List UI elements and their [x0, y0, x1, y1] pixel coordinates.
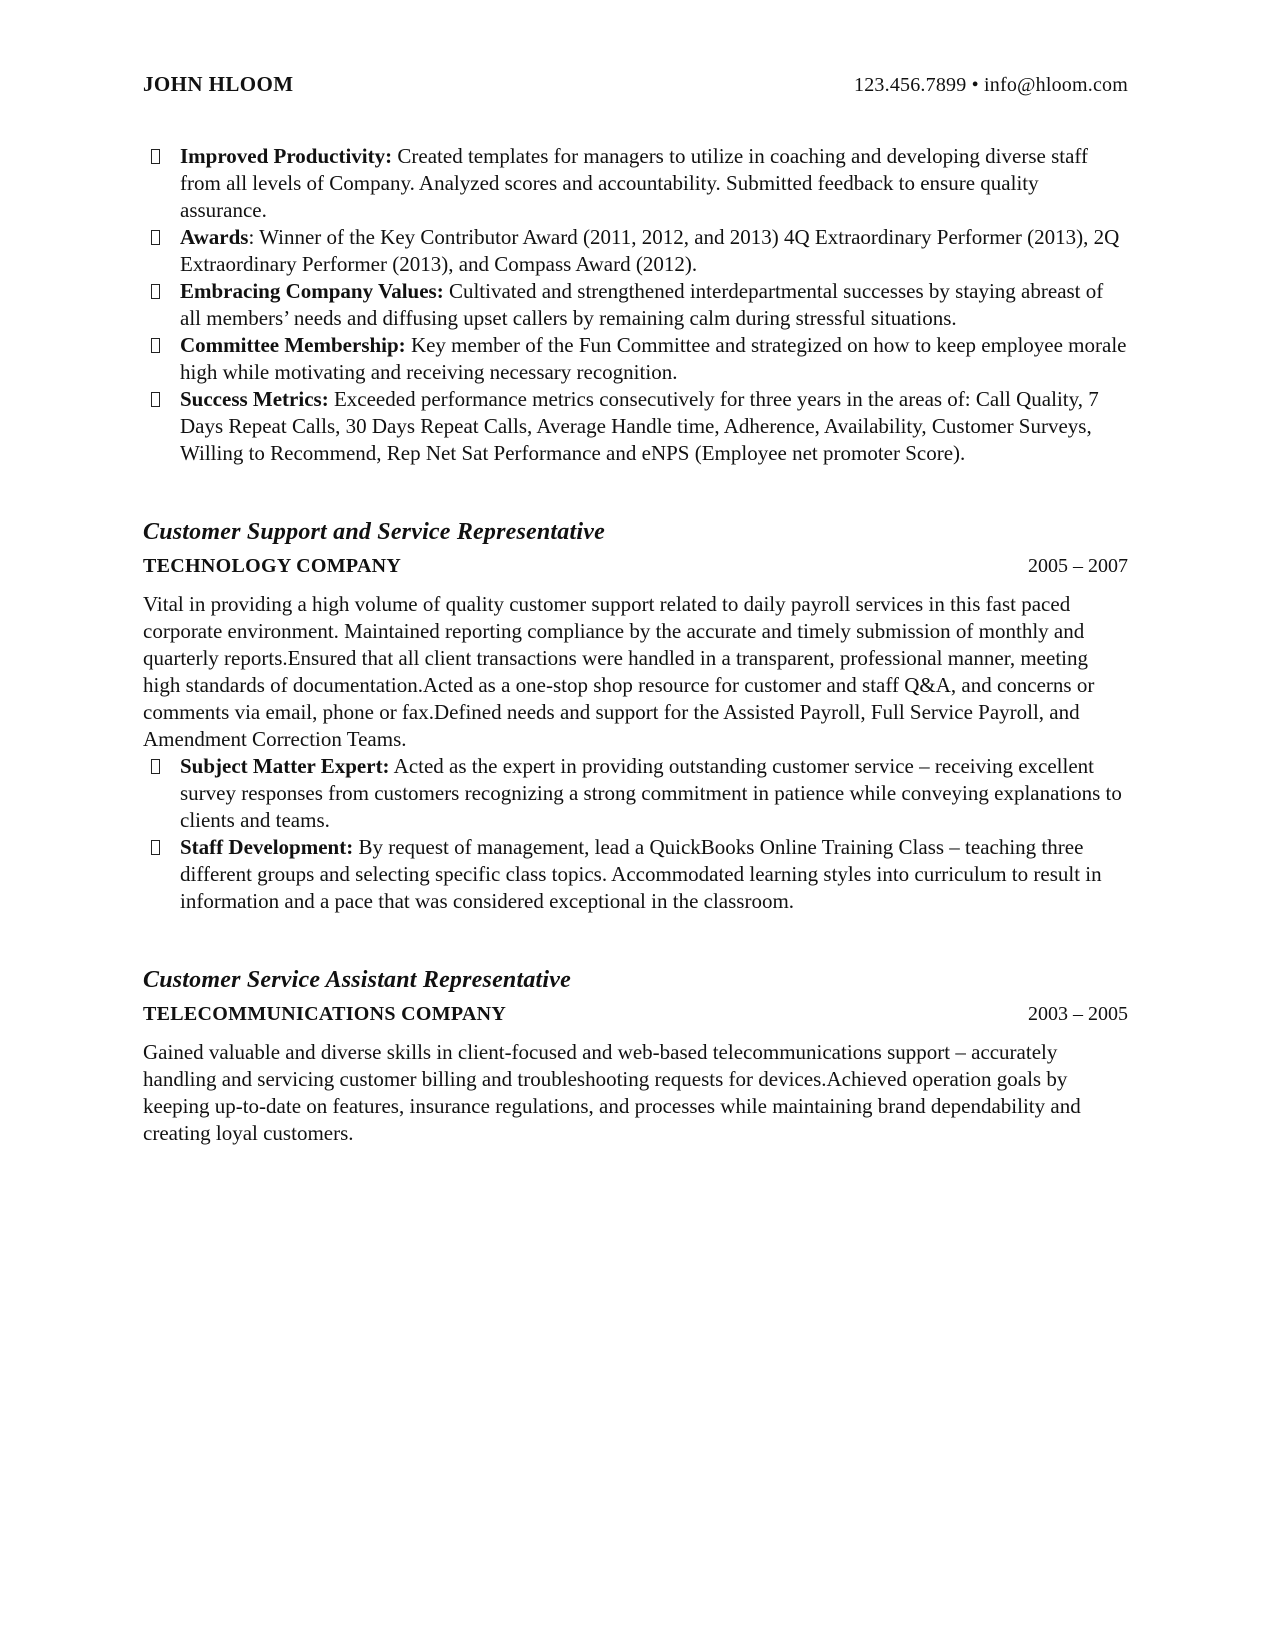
achievement-item	[143, 278, 1128, 332]
job-section-technology-company	[143, 519, 1128, 915]
job-bullet-item	[143, 753, 1128, 834]
achievement-text: Cultivated and strengthened interdepartmental successes by staying abreast of all members’ needs and diffusing upset callers by remaining calm during stressful situations.	[180, 279, 1104, 330]
person-name: JOHN HLOOM	[143, 72, 294, 96]
achievement-label: Improved Productivity:	[180, 144, 393, 168]
page-header	[143, 72, 1128, 97]
achievement-item	[143, 332, 1128, 386]
job-section-telecommunications-company	[143, 967, 1128, 1147]
job-bullet-text: Acted as the expert in providing outstanding customer service – receiving excellent survey responses from customers recognizing a strong commitment in patience while conveying explanations to clients and teams.	[180, 754, 1122, 832]
job-bullet-item	[143, 834, 1128, 915]
company-row	[143, 1003, 1128, 1026]
achievement-item	[143, 386, 1128, 467]
bullet-glyph-icon	[151, 284, 160, 299]
achievement-text: Created templates for managers to utilize in coaching and developing diverse staff from all levels of Company. Analyzed scores and accountability. Submitted feedback to ensure quality assurance.	[180, 144, 1089, 222]
bullet-glyph-icon	[151, 149, 160, 164]
job-bullets-list	[143, 753, 1128, 915]
job-title: Customer Support and Service Representative	[143, 519, 605, 545]
job-summary: Vital in providing a high volume of quality customer support related to daily payroll services in this fast paced corporate environment. Maintained reporting compliance by the accurate and timely submission of monthly and quarterly reports.Ensured that all client transactions were handled in a transparent, professional manner, meeting high standards of documentation.Acted as a one-stop shop resource for customer and staff Q&A, and concerns or comments via email, phone or fax.Defined needs and support for the Assisted Payroll, Full Service Payroll, and Amendment Correction Teams.	[143, 592, 1095, 751]
achievement-label: Success Metrics:	[180, 387, 329, 411]
achievement-text: : Winner of the Key Contributor Award (2011, 2012, and 2013) 4Q Extraordinary Performer (2013), 2Q Extraordinary Performer (2013), and Compass Award (2012).	[180, 225, 1120, 276]
contact-info: 123.456.7899 • info@hloom.com	[854, 74, 1128, 96]
bullet-glyph-icon	[151, 230, 160, 245]
bullet-glyph-icon	[151, 392, 160, 407]
bullet-glyph-icon	[151, 759, 160, 774]
company-name: TELECOMMUNICATIONS COMPANY	[143, 1003, 507, 1025]
achievement-label: Committee Membership:	[180, 333, 406, 357]
achievement-label: Embracing Company Values:	[180, 279, 444, 303]
company-name: TECHNOLOGY COMPANY	[143, 555, 402, 577]
achievements-list	[143, 143, 1128, 467]
job-dates: 2003 – 2005	[1028, 1003, 1128, 1025]
achievement-text: Exceeded performance metrics consecutively for three years in the areas of: Call Quality, 7 Days Repeat Calls, 30 Days Repeat Calls, Average Handle time, Adherence, Availability, Customer Surveys, Willing to Recommend, Rep Net Sat Performance and eNPS (Employee net promoter Score).	[180, 387, 1099, 465]
bullet-glyph-icon	[151, 338, 160, 353]
job-bullet-text: By request of management, lead a QuickBooks Online Training Class – teaching three different groups and selecting specific class topics. Accommodated learning styles into curriculum to result in information and a pace that was considered exceptional in the classroom.	[180, 835, 1102, 913]
bullet-glyph-icon	[151, 840, 160, 855]
job-bullet-label: Subject Matter Expert:	[180, 754, 390, 778]
job-title: Customer Service Assistant Representative	[143, 967, 571, 993]
job-summary: Gained valuable and diverse skills in client-focused and web-based telecommunications support – accurately handling and servicing customer billing and troubleshooting requests for devices.Achieved operation goals by keeping up-to-date on features, insurance regulations, and processes while maintaining brand dependability and creating loyal customers.	[143, 1040, 1081, 1145]
achievement-text: Key member of the Fun Committee and strategized on how to keep employee morale high while motivating and receiving necessary recognition.	[180, 333, 1127, 384]
achievement-item	[143, 224, 1128, 278]
company-row	[143, 555, 1128, 578]
achievement-label: Awards	[180, 225, 249, 249]
achievement-item	[143, 143, 1128, 224]
job-bullet-label: Staff Development:	[180, 835, 354, 859]
job-dates: 2005 – 2007	[1028, 555, 1128, 577]
